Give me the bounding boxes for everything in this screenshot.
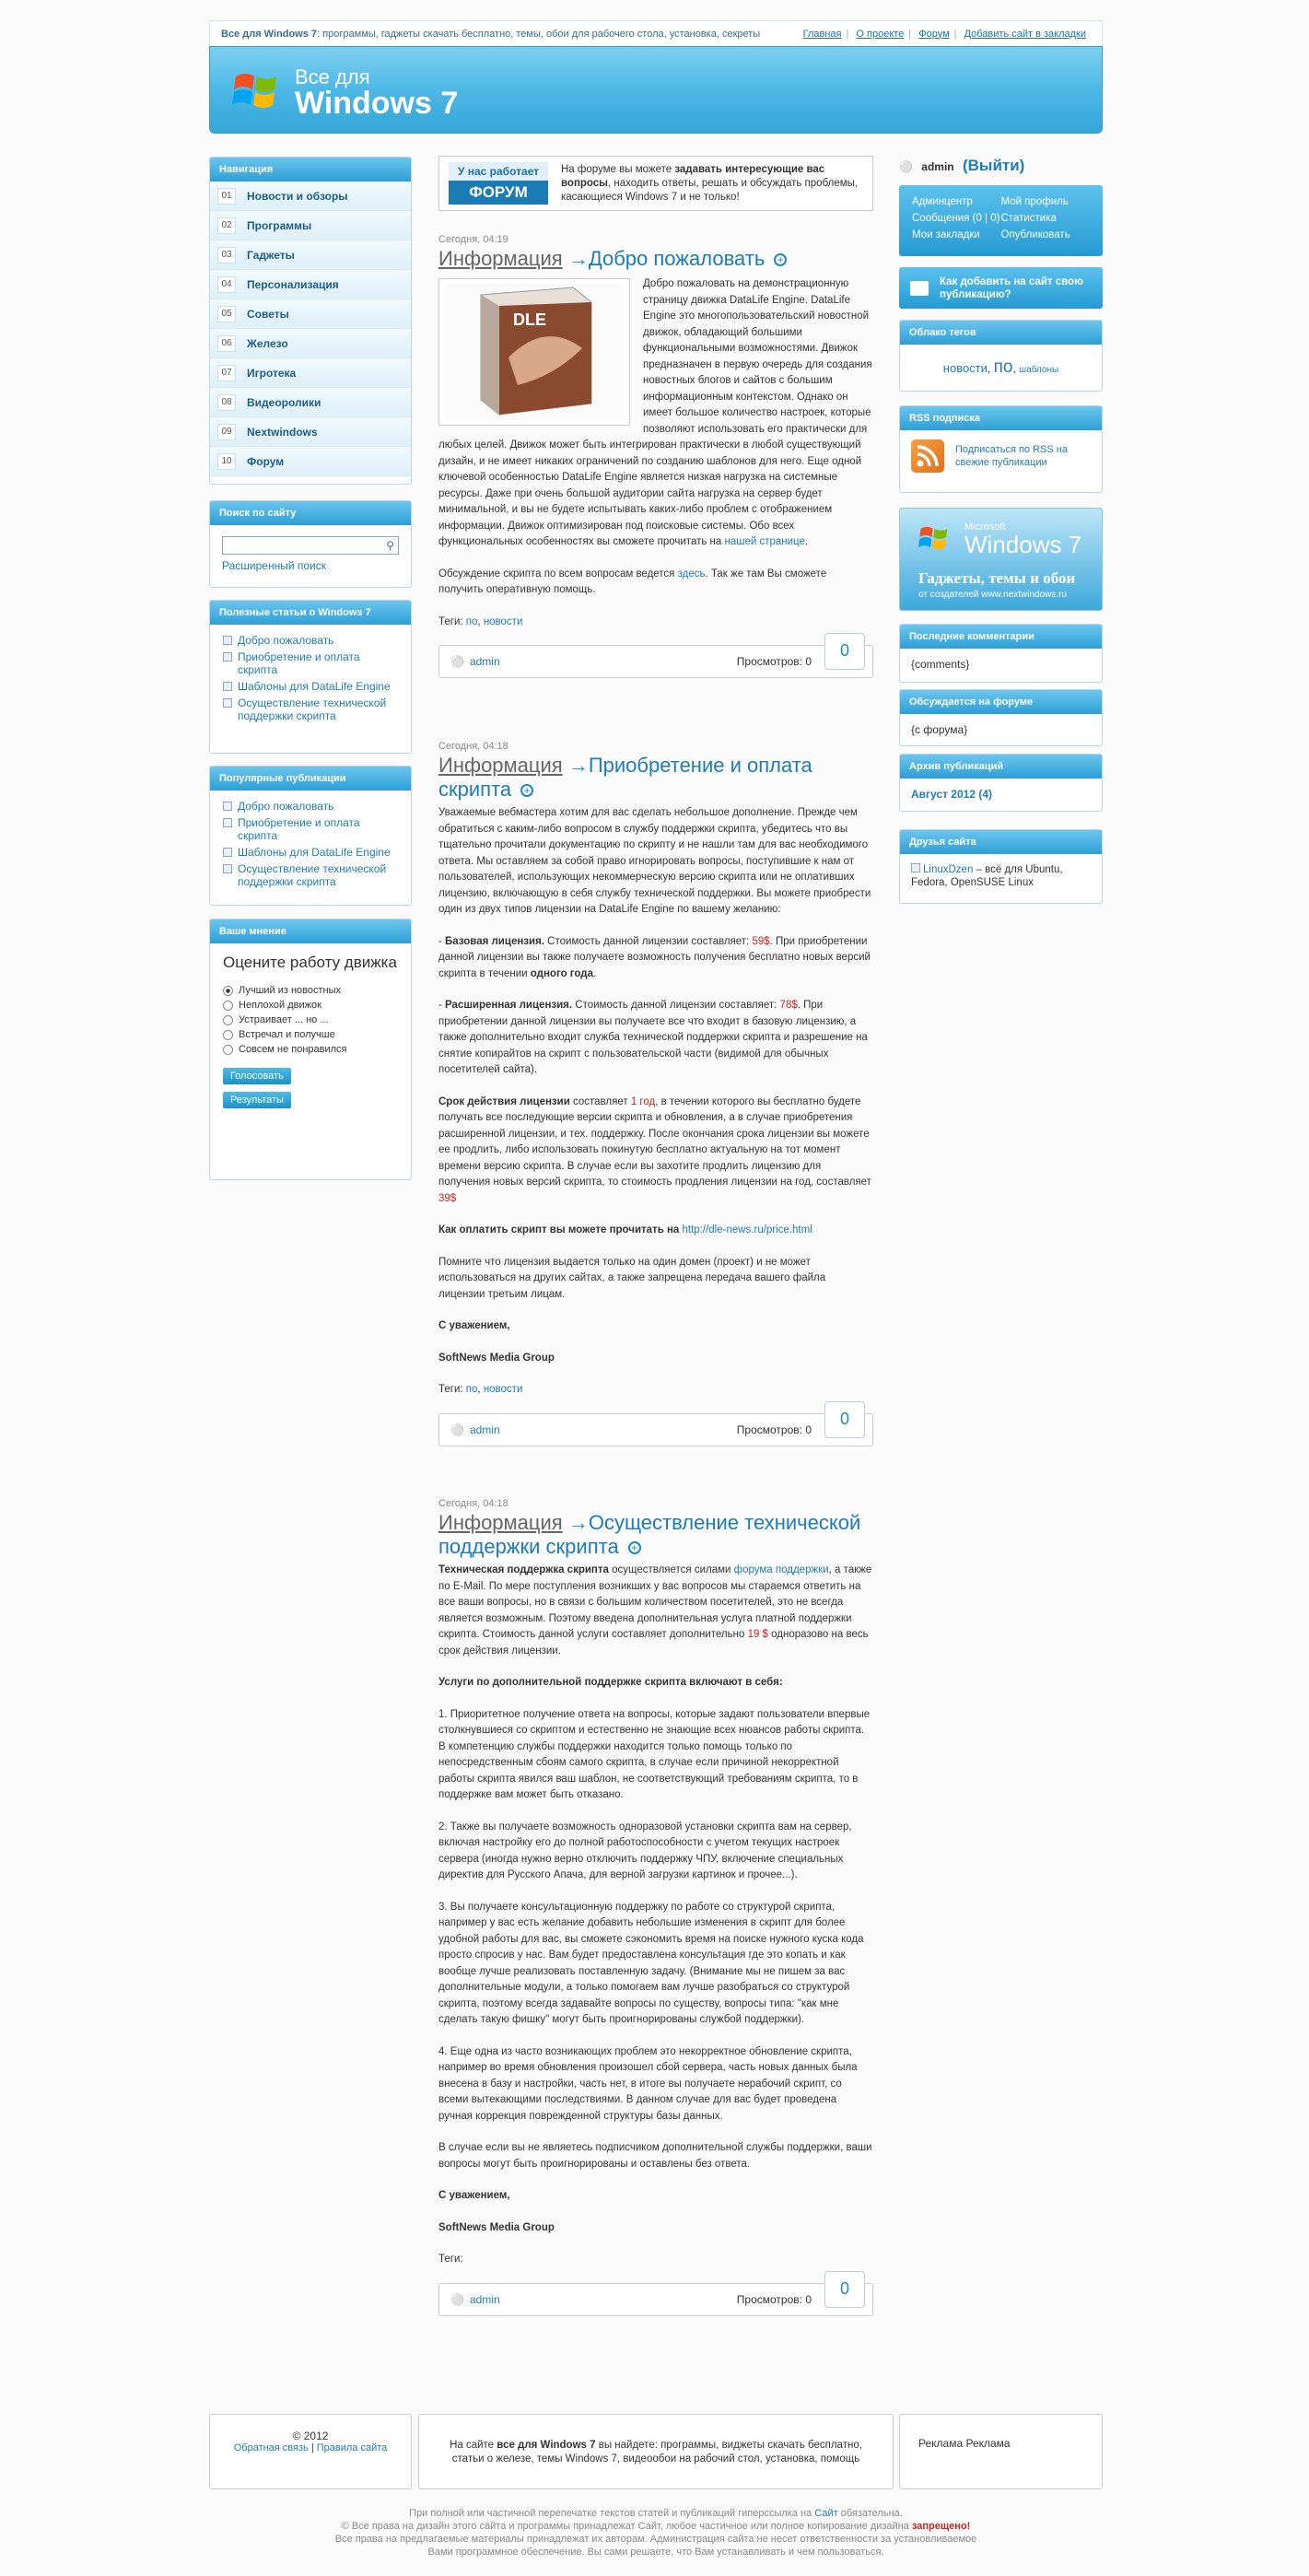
link-forum[interactable]: Форум bbox=[918, 28, 950, 40]
rss-icon[interactable] bbox=[911, 439, 944, 473]
nav-label: Форум bbox=[247, 454, 285, 468]
poll-options bbox=[223, 985, 398, 1055]
bookmarks-link[interactable]: Мои закладки bbox=[912, 229, 980, 240]
plus-icon[interactable]: + bbox=[628, 1541, 641, 1554]
doc-icon bbox=[910, 281, 929, 296]
nav-label: Советы bbox=[247, 307, 289, 321]
article-link[interactable]: Добро пожаловать bbox=[238, 800, 334, 813]
article-link[interactable]: Шаблоны для DataLife Engine bbox=[238, 846, 391, 859]
nav-number: 08 bbox=[217, 394, 236, 411]
radio-button[interactable] bbox=[223, 1015, 233, 1025]
vote-button[interactable]: Голосовать bbox=[223, 1068, 291, 1084]
poll-option-label: Лучший из новостных bbox=[239, 985, 342, 996]
user-icon: ⚪ bbox=[899, 160, 913, 173]
header-line1: Все для bbox=[295, 65, 370, 88]
rss-box bbox=[899, 405, 1103, 493]
nav-number: 04 bbox=[217, 276, 236, 293]
doc-icon bbox=[223, 802, 232, 811]
friends-box: Друзья сайта LinuxDzen – всё для Ubuntu, Fedora, OpenSUSE Linux bbox=[899, 829, 1103, 904]
doc-icon bbox=[223, 698, 232, 708]
poll-option[interactable] bbox=[223, 1044, 398, 1055]
archive-title: Архив публикаций bbox=[900, 755, 1102, 779]
friend-link[interactable]: LinuxDzen bbox=[923, 864, 974, 875]
radio-button[interactable] bbox=[223, 986, 233, 996]
article-link[interactable]: Добро пожаловать bbox=[238, 634, 334, 647]
rss-title: RSS подписка bbox=[900, 406, 1102, 430]
nav-label: Железо bbox=[247, 336, 288, 350]
search-input[interactable] bbox=[222, 536, 399, 555]
sidebar-item-1[interactable] bbox=[210, 181, 411, 211]
nav-number: 03 bbox=[217, 247, 236, 263]
nav-number: 01 bbox=[217, 188, 236, 205]
footer-center: На сайте все для Windows 7 вы найдете: программы, виджеты скачать бесплатно, статьи о железе, темы Windows 7, видеообои на рабочий стол, установка, помощь bbox=[418, 2414, 894, 2489]
article-3: Сегодня, 04:18 Информация →Осуществление технической поддержки скрипта + Техническая поддержка скрипта осуществляется силами форума поддержки, а также по E-Mail. По мере поступления возникших у вас вопросов мы стараемся ответить на все ваши вопросы, но в связи с большим количеством посетителей, это не всегда является возможным. Поэтому введена дополнительная услуга платной поддержки скрипта. Стоимость данной услуги составляет дополнительно 19 $ одноразово на весь срок действия лицензии. Услуги по дополнительной поддержке скрипта включают в себя: 1. Приоритетное получение ответа на вопросы, которые задают пользователи впервые столкнувшиеся со скриптом и естественно не знающие всех нюансов работы скрипта. В компетенцию службы поддержки находится только помощь только по непосредственным сбоям самого скрипта, в случае если причиной некорректной работы скрипта явился ваш шаблон, не соответствующий требованиям скрипта, то в поддержке вам может быть отказано. 2. Также вы получаете возможность одноразовой установки скрипта вам на сервер, включая настройку его до полной работоспособности с учетом текущих настроек сервера (иногда нужно верно отключить поддержку ЧПУ, включение специальных директив для Русского Апача, для верной загрузки картинок и прочее...). 3. Вы получаете консультационную поддержку по работе со структурой скрипта, например у вас есть желание добавить небольшие изменения в скрипт для более удобной работы для вас, вы сможете сэкономить время на поиске нужного куска кода просто спросив у нас. Вам будет предоставлена консультация где это копать и как вообще лучше реализовать поставленную задачу. (Внимание мы не пишем за вас дополнительные модули, а только помогаем вам лучше разобраться со структурой скрипта, поэтому всегда задавайте вопросы по существу, вопросы типа: "как мне сделать такую фишку" могут быть проигнорированы службой поддержки). 4. Еще одна из часто возникающих проблем это некорректное обновление скрипта, например во время обновления произошел сбой сервера, часть новых данных была внесена в базу и настройки, часть нет, в итоге вы получаете нерабочий скрипт, со всеми вытекающими последствиями. В данном случае для вас будет проведена ручная коррекция поврежденной структуры базы данных. В случае если вы не являетесь подписчиком дополнительной службы поддержки, ваши вопросы могут быть проигнорированы и оставлены без ответа. С уважением, SoftNews Media Group Теги: ⚪ admin Просмотров: 0 0 bbox=[438, 1498, 873, 2316]
statistics-link[interactable]: Статистика bbox=[1000, 213, 1057, 224]
support-forum-link[interactable]: форума поддержки bbox=[733, 1564, 829, 1575]
tags-title: Облако тегов bbox=[900, 321, 1102, 345]
nav-list bbox=[210, 181, 411, 476]
nav-label: Nextwindows bbox=[247, 425, 318, 439]
article-2: Сегодня, 04:18 Информация →Приобретение и оплата скрипта + Уважаемые вебмастера хотим для вас сделать небольшое дополнение. Прежде чем обратиться с каким-либо вопросом в службу поддержки скрипта, убедитесь что вы тщательно прочитали документацию по скрипту и не нашли там для вас необходимого ответа. Мы оставляем за собой право игнорировать вопросы, поступившие к нам от пользователей, использующих некоммерческую версию скрипта или не оплативших лицензию, включающую в себя службу технической поддержки. Вы можете приобрести один из двух типов лицензии на DataLife Engine по вашему желанию: - Базовая лицензия. Стоимость данной лицензии составляет: 59$. При приобретении данной лицензии вы также получаете возможность получения бесплатно новых версий скрипта в течении одного года. - Расширенная лицензия. Стоимость данной лицензии составляет: 78$. При приобретении данной лицензии вы получаете все что входит в базовую лицензию, а также дополнительно входит служба технической поддержки скрипта и разрешение на снятие копирайтов на скрипт с пользовательской части (видимой для обычных посетителей сайта). Срок действия лицензии составляет 1 год, в течении которого вы бесплатно будете получать все последующие версии скрипта и обновления, а в случае приобретения расширенной лицензии, и тех. поддержку. После окончания срока лицензии вы можете ее продлить, либо использовать покинутую бесплатно актуальную на тот момент времени версию скрипта. В случае если вы захотите продлить лицензию для получения новых версий скрипта, то стоимость продления лицензии на год, составляет 39$ Как оплатить скрипт вы можете прочитать на http://dle-news.ru/price.html Помните что лицензия выдается только на один домен (проект) и не может использоваться на других сайтах, а также запрещена передача вашего файла лицензии третьим лицам. С уважением, SoftNews Media Group Теги: по, новости ⚪ admin Просмотров: 0 0 bbox=[438, 741, 873, 1446]
article-link[interactable]: Осуществление технической поддержки скрипта bbox=[238, 697, 387, 722]
howto-banner[interactable] bbox=[899, 267, 1103, 309]
poll-option[interactable] bbox=[223, 1000, 398, 1011]
link-bookmark[interactable]: Добавить сайт в закладки bbox=[964, 28, 1086, 40]
user-line bbox=[899, 157, 1103, 175]
messages-link[interactable]: Сообщения (0 | 0) bbox=[912, 213, 1000, 224]
tag-po[interactable]: по bbox=[993, 357, 1013, 377]
sidebar-item-6[interactable] bbox=[210, 329, 411, 358]
article-infobar bbox=[438, 1409, 873, 1446]
sidebar-item-10[interactable] bbox=[210, 447, 411, 476]
list-item bbox=[223, 800, 398, 813]
doc-icon bbox=[223, 652, 232, 662]
doc-icon bbox=[223, 818, 232, 827]
footer-ad: Реклама Реклама bbox=[899, 2414, 1103, 2489]
rules-link[interactable]: Правила сайта bbox=[316, 2442, 388, 2453]
copyright: © 2012 bbox=[292, 2430, 329, 2442]
article-infobar bbox=[438, 2278, 873, 2316]
search-icon[interactable]: ⚲ bbox=[386, 539, 394, 552]
footer-note: При полной или частичной перепечатке текстов статей и публикаций гиперссылка на Сайт обязательна. © Все права на дизайн этого сайта и программы принадлежат Сайт, любое частичное или полное копирование дизайна запрещено! Все права на предлагаемые материалы принадлежат их авторам. Администрация сайта не несет ответственности за установливаемое Вами программное обеспечение. Вы сами решаете, что Вам устанавливать и чем пользоваться. bbox=[334, 2508, 977, 2558]
comments-count[interactable]: 0 bbox=[824, 1401, 865, 1438]
article-infobar bbox=[438, 641, 873, 678]
tags-box: Облако тегов новости, по, шаблоны bbox=[899, 320, 1103, 392]
title-link[interactable]: Осуществление технической поддержки скрипта bbox=[438, 1511, 861, 1558]
forum-box-text: {с форума} bbox=[911, 723, 968, 736]
header-line2: Windows 7 bbox=[295, 86, 459, 121]
comments-count[interactable]: 0 bbox=[824, 2271, 865, 2308]
list-item bbox=[223, 697, 398, 722]
tag-news[interactable]: новости bbox=[942, 361, 988, 375]
article-date: Сегодня, 04:19 bbox=[438, 234, 508, 245]
nav-number: 07 bbox=[217, 365, 236, 381]
radio-button[interactable] bbox=[223, 1030, 233, 1040]
top-links: Главная | О проекте | Форум | Добавить сайт в закладки bbox=[802, 28, 1086, 40]
popular-title: Популярные публикации bbox=[210, 767, 411, 790]
article-date: Сегодня, 04:18 bbox=[438, 1498, 508, 1509]
doc-icon bbox=[223, 864, 232, 873]
article-image bbox=[438, 278, 630, 426]
sidebar-item-4[interactable] bbox=[210, 270, 411, 299]
nav-number: 10 bbox=[217, 453, 236, 470]
sidebar-item-5[interactable] bbox=[210, 299, 411, 329]
search-box bbox=[209, 500, 412, 588]
article-link[interactable]: Приобретение и оплата скрипта bbox=[238, 816, 360, 842]
title-link[interactable]: Приобретение и оплата скрипта bbox=[438, 754, 812, 801]
dle-box-image bbox=[444, 284, 625, 420]
site-link[interactable]: Сайт bbox=[814, 2508, 838, 2519]
list-item bbox=[223, 634, 398, 647]
poll-option-label: Устраивает ... но ... bbox=[239, 1014, 329, 1025]
plus-icon[interactable]: + bbox=[774, 253, 787, 266]
nav-number: 09 bbox=[217, 424, 236, 440]
archive-box bbox=[899, 754, 1103, 812]
rss-link[interactable]: Подписаться по RSS на свежие публикации bbox=[955, 444, 1068, 468]
popular-box bbox=[209, 766, 412, 906]
last-comments-title: Последние комментарии bbox=[900, 625, 1102, 649]
sidebar-item-3[interactable] bbox=[210, 240, 411, 270]
plus-icon[interactable]: + bbox=[520, 784, 533, 797]
sidebar-item-9[interactable] bbox=[210, 417, 411, 447]
doc-icon bbox=[223, 636, 232, 645]
nav-label: Видеоролики bbox=[247, 395, 321, 409]
poll-option-label: Совсем не понравился bbox=[239, 1044, 347, 1055]
nav-number: 02 bbox=[217, 217, 236, 234]
sidebar-item-7[interactable] bbox=[210, 358, 411, 388]
svg-text:DLE: DLE bbox=[513, 310, 546, 329]
link-icon bbox=[911, 863, 920, 872]
list-item bbox=[223, 846, 398, 859]
header-banner bbox=[209, 46, 1103, 134]
results-button[interactable]: Результаты bbox=[223, 1092, 291, 1108]
tag-link[interactable]: новости bbox=[483, 615, 523, 627]
author-link[interactable]: admin bbox=[469, 2292, 500, 2306]
admin-center-link[interactable]: Админцентр bbox=[912, 196, 973, 207]
category-link[interactable]: Информация bbox=[438, 754, 563, 777]
poll-option-label: Встречал и получше bbox=[239, 1029, 335, 1040]
list-item bbox=[223, 862, 398, 888]
title-link[interactable]: Добро пожаловать bbox=[588, 247, 766, 270]
poll-option-label: Неплохой движок bbox=[239, 1000, 321, 1011]
advanced-search-link[interactable]: Расширенный поиск bbox=[222, 559, 326, 572]
author-link[interactable]: admin bbox=[469, 1423, 500, 1436]
site-tagline: Все для Windows 7: программы, гаджеты скачать бесплатно, темы, обои для рабочего стола, установка, секреты bbox=[221, 28, 761, 40]
poll-box bbox=[209, 919, 412, 1180]
nav-title: Навигация bbox=[210, 158, 411, 181]
link-home[interactable]: Главная bbox=[802, 28, 842, 40]
nav-number: 05 bbox=[217, 306, 236, 322]
nav-label: Программы bbox=[247, 218, 312, 232]
feedback-link[interactable]: Обратная связь bbox=[233, 2442, 309, 2453]
my-profile-link[interactable]: Мой профиль bbox=[1000, 196, 1069, 207]
nav-label: Гаджеты bbox=[247, 248, 295, 262]
popular-list bbox=[210, 790, 411, 901]
article-title: Информация →Приобретение и оплата скрипта + bbox=[438, 754, 812, 801]
article-1: Сегодня, 04:19 Информация →Добро пожаловать + DLE Добро пожаловать на демонстрационную страницу движка DataLife Engine. DataLife Engine это многопользовательский новостной движок, обладающий большими функциональными возможностями. Движок предназначен в первую очередь для создания новостных блогов и сайтов с большим информационным контекстом. Однако он имеет большое количество настроек, которые позволяют использовать его практически для любых целей. Движок может быть интегрирован практически в любой существующий дизайн, и не имеет никаких ограничений по созданию шаблонов для него. Еще одной ключевой особенностью DataLife Engine является низкая нагрузка на системные ресурсы. Даже при очень большой аудитории сайта нагрузка на сервер будет минимальной, и вы не будете испытывать каких-либо проблем с отображением информации. Движок оптимизирован под поисковые системы. Обо всех функциональных особенностях вы сможете прочитать на нашей странице. Обсуждение скрипта по всем вопросам ведется здесь. Так же там Вы сможете получить оперативную помощь. Теги: по, новости ⚪ admin Просмотров: 0 0 bbox=[438, 234, 873, 678]
tag-templates[interactable]: шаблоны bbox=[1019, 365, 1059, 375]
footer-left: © 2012 Обратная связь | Правила сайта bbox=[209, 2414, 412, 2489]
article-title: Информация →Добро пожаловать + bbox=[438, 247, 873, 271]
windows-logo-icon bbox=[232, 67, 280, 111]
poll-option[interactable] bbox=[223, 985, 398, 996]
last-comments-text: {comments} bbox=[911, 658, 970, 671]
views-count: Просмотров: 0 bbox=[736, 655, 812, 668]
our-page-link[interactable]: нашей странице bbox=[724, 536, 805, 547]
user-icon: ⚪ bbox=[450, 2292, 464, 2306]
howto-link[interactable]: Как добавить на сайт свою публикацию? bbox=[940, 275, 1083, 300]
article-date: Сегодня, 04:18 bbox=[438, 741, 508, 752]
nav-number: 06 bbox=[217, 335, 236, 352]
article-tags: Теги: bbox=[438, 2254, 463, 2265]
sidebar-item-8[interactable] bbox=[210, 388, 411, 417]
views-count: Просмотров: 0 bbox=[736, 1423, 812, 1436]
article-link[interactable]: Осуществление технической поддержки скрипта bbox=[238, 862, 387, 888]
article-tags: Теги: по, новости bbox=[438, 615, 523, 627]
article-link[interactable]: Шаблоны для DataLife Engine bbox=[238, 680, 391, 693]
radio-button[interactable] bbox=[223, 1045, 233, 1055]
doc-icon bbox=[223, 682, 232, 691]
sidebar-item-2[interactable] bbox=[210, 211, 411, 240]
windows7-banner[interactable]: Microsoft Windows 7 Гаджеты, темы и обои от создателей www.nextwindows.ru bbox=[899, 508, 1103, 611]
logout-link[interactable]: (Выйти) bbox=[962, 157, 1025, 174]
footer bbox=[209, 2414, 1103, 2489]
list-item bbox=[223, 816, 398, 842]
category-link[interactable]: Информация bbox=[438, 247, 563, 270]
search-title: Поиск по сайту bbox=[210, 501, 411, 525]
forum-box bbox=[899, 689, 1103, 746]
poll-title: Ваше мнение bbox=[210, 919, 411, 943]
publish-link[interactable]: Опубликовать bbox=[1000, 229, 1070, 240]
friends-title: Друзья сайта bbox=[900, 830, 1102, 854]
site-name: Все для Windows 7 bbox=[221, 28, 318, 40]
link-about[interactable]: О проекте bbox=[856, 28, 905, 40]
category-link[interactable]: Информация bbox=[438, 1511, 563, 1534]
user-icon: ⚪ bbox=[450, 655, 464, 668]
useful-box bbox=[209, 600, 412, 754]
top-bar bbox=[209, 20, 1103, 46]
doc-icon bbox=[223, 848, 232, 857]
nav-label: Персонализация bbox=[247, 277, 339, 291]
forum-badge: У нас работает ФОРУМ bbox=[449, 162, 548, 205]
article-title: Информация →Осуществление технической поддержки скрипта + bbox=[438, 1511, 861, 1558]
radio-button[interactable] bbox=[223, 1001, 233, 1011]
forum-banner[interactable]: У нас работает ФОРУМ На форуме вы можете задавать интересующие вас вопросы, находить ответы, решать и обсуждать проблемы, касающиеся Windows 7 и не только! bbox=[438, 156, 873, 211]
author-link[interactable]: admin bbox=[469, 655, 500, 668]
poll-option[interactable] bbox=[223, 1014, 398, 1025]
nav-box bbox=[209, 157, 412, 485]
comments-count[interactable]: 0 bbox=[824, 633, 865, 670]
tag-link[interactable]: по bbox=[465, 1384, 478, 1395]
last-comments-box bbox=[899, 624, 1103, 683]
archive-link[interactable]: Август 2012 (4) bbox=[911, 788, 992, 801]
forum-box-title: Обсуждается на форуме bbox=[900, 690, 1102, 714]
list-item bbox=[223, 650, 398, 676]
price-link[interactable]: http://dle-news.ru/price.html bbox=[682, 1224, 812, 1235]
poll-option[interactable] bbox=[223, 1029, 398, 1040]
user-icon: ⚪ bbox=[450, 1423, 464, 1436]
nav-label: Новости и обзоры bbox=[247, 189, 348, 203]
tag-link[interactable]: новости bbox=[483, 1384, 523, 1395]
article-tags: Теги: по, новости bbox=[438, 1384, 523, 1395]
useful-list bbox=[210, 625, 411, 735]
nav-label: Игротека bbox=[247, 366, 297, 380]
tag-link[interactable]: по bbox=[465, 615, 478, 627]
article-link[interactable]: Приобретение и оплата скрипта bbox=[238, 650, 360, 676]
views-count: Просмотров: 0 bbox=[736, 2292, 812, 2306]
username: admin bbox=[921, 160, 954, 173]
here-link[interactable]: здесь bbox=[677, 568, 706, 580]
poll-question: Оцените работу движка bbox=[223, 954, 397, 971]
user-panel bbox=[899, 185, 1103, 256]
list-item bbox=[223, 680, 398, 693]
windows-logo-icon bbox=[918, 522, 950, 552]
useful-title: Полезные статьи о Windows 7 bbox=[210, 601, 411, 625]
